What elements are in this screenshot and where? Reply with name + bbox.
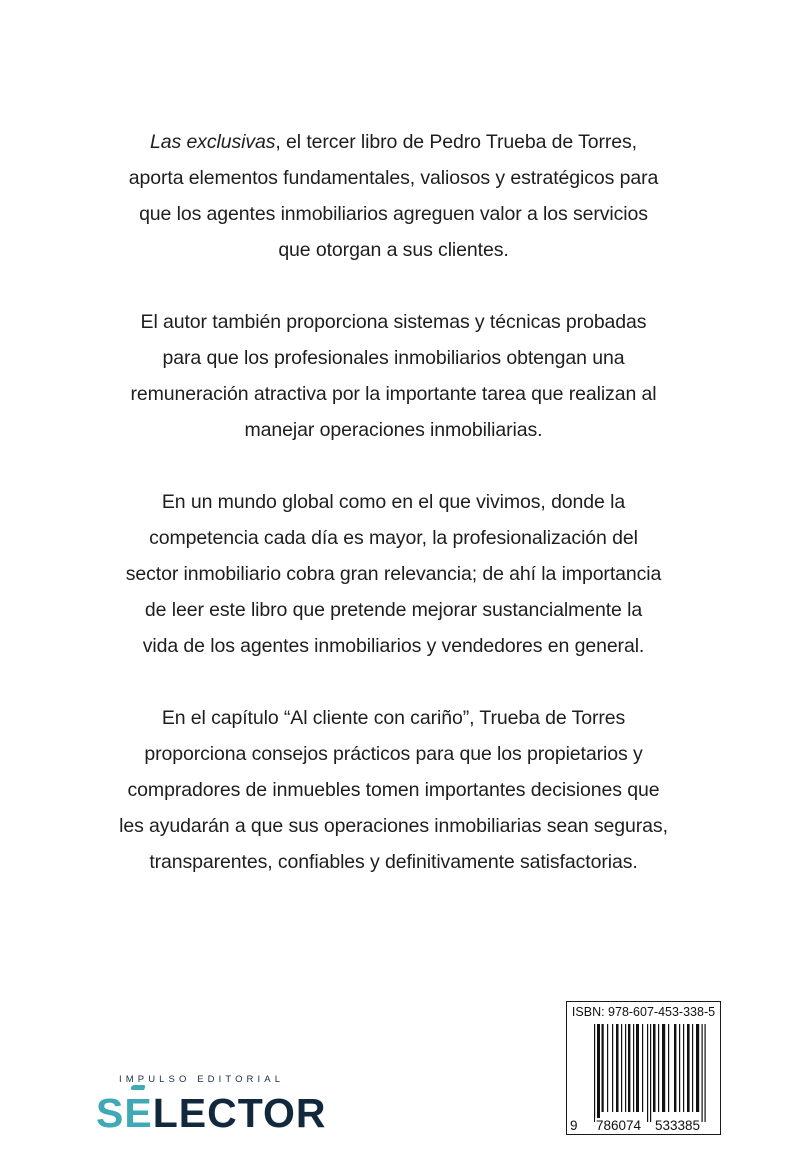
book-title: Las exclusivas: [149, 131, 276, 153]
publisher-tagline: IMPULSO EDITORIAL: [119, 1074, 285, 1085]
isbn-barcode: [566, 1001, 721, 1135]
text-line: En el capítulo “Al cliente con cariño”, Trueba de Torres: [161, 707, 626, 729]
text-line: En un mundo global como en el que vivimos, donde la: [161, 491, 626, 513]
barcode-icon: [586, 1024, 713, 1122]
text-line: Las exclusivas, el tercer libro de Pedro Trueba de Torres,: [149, 131, 638, 153]
text-line: El autor también proporciona sistemas y técnicas probadas: [140, 311, 647, 333]
paragraph-2: [60, 304, 727, 448]
text-line: que otorgan a sus clientes.: [278, 239, 509, 261]
text-line: sector inmobiliario cobra gran relevancia; de ahí la importancia: [125, 563, 662, 585]
text-line: manejar operaciones inmobiliarias.: [244, 419, 543, 441]
selector-wordmark: [96, 1090, 327, 1136]
logo-navy-part: LECTOR: [152, 1090, 327, 1136]
paragraph-1: [60, 124, 727, 268]
accent-mark-icon: [130, 1085, 146, 1090]
text-line: remuneración atractiva por la importante tarea que realizan al: [130, 383, 657, 405]
paragraph-4: [60, 700, 727, 880]
barcode-lead-digit: 9: [570, 1118, 578, 1133]
text-line: transparentes, confiables y definitivamente satisfactorias.: [149, 851, 638, 873]
text-line: proporciona consejos prácticos para que los propietarios y: [144, 743, 643, 765]
text-line: vida de los agentes inmobiliarios y vendedores en general.: [142, 635, 645, 657]
logo-teal-part: SE: [96, 1090, 153, 1136]
text-line: les ayudarán a que sus operaciones inmobiliarias sean seguras,: [119, 815, 668, 837]
publisher-logo: [96, 1074, 327, 1134]
back-cover-blurb: [60, 124, 727, 880]
barcode-left-digits: 786074: [596, 1118, 642, 1133]
isbn-label: ISBN: 978-607-453-338-5: [571, 1005, 716, 1019]
paragraph-3: [60, 484, 727, 664]
barcode-right-digits: 533385: [655, 1118, 701, 1133]
text-line: para que los profesionales inmobiliarios obtengan una: [162, 347, 625, 369]
text-line: aporta elementos fundamentales, valiosos y estratégicos para: [128, 167, 659, 189]
text-line: competencia cada día es mayor, la profesionalización del: [149, 527, 638, 549]
text-line: que los agentes inmobiliarios agreguen valor a los servicios: [139, 203, 648, 225]
text-line: de leer este libro que pretende mejorar sustancialmente la: [144, 599, 643, 621]
text-line: compradores de inmuebles tomen importantes decisiones que: [127, 779, 660, 801]
